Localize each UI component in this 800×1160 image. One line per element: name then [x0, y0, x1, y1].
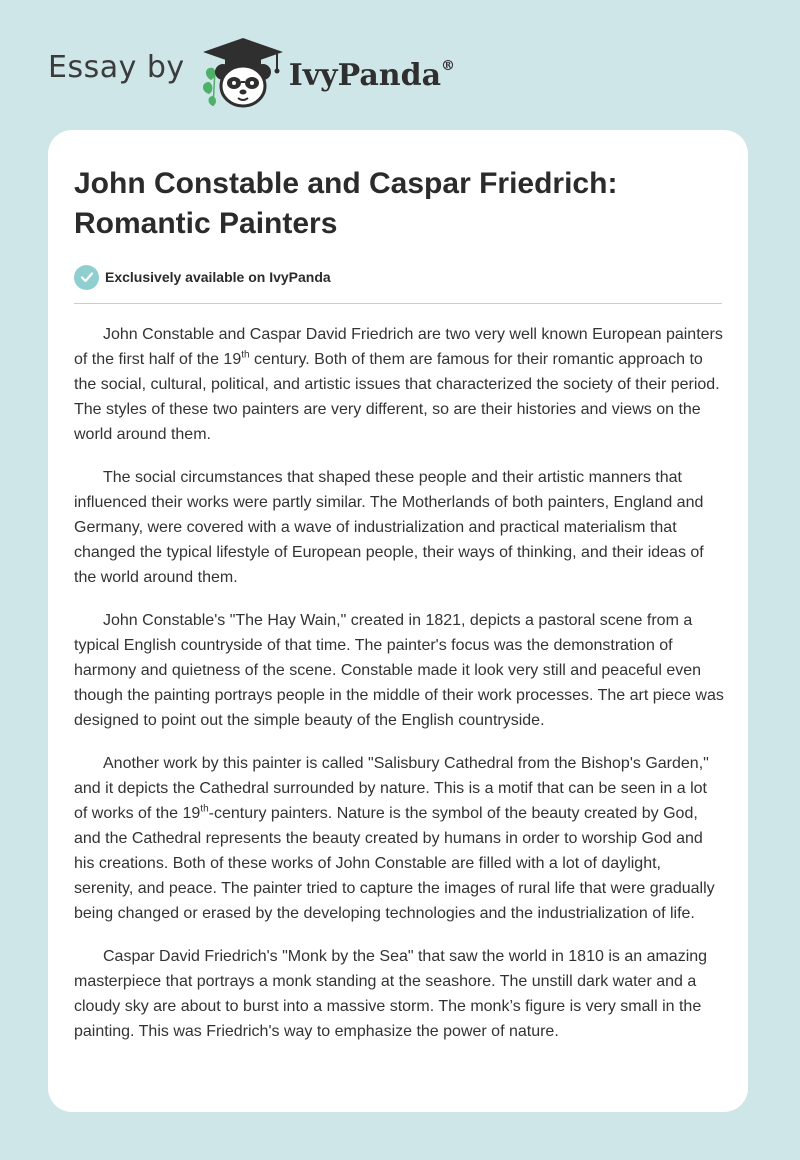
exclusive-label: Exclusively available on IvyPanda	[105, 269, 331, 285]
panda-graduate-icon	[199, 36, 287, 110]
ivypanda-logo[interactable]	[199, 36, 455, 110]
brand-name: IvyPanda®	[288, 57, 456, 93]
site-header	[48, 36, 455, 110]
paragraph: John Constable and Caspar David Friedrich are two very well known European painters of the first half of the 19th century. Both of them are famous for their romantic approach to the social, cultural, political, and artistic issues that characterized the society of their period. The styles of these two painters are very different, so are their histories and views on the world around them.	[74, 326, 723, 443]
essay-title: John Constable and Caspar Friedrich: Romantic Painters	[74, 167, 618, 240]
essay-card	[48, 130, 748, 1112]
check-icon	[74, 265, 99, 290]
paragraph: The social circumstances that shaped these people and their artistic manners that influenced their works were partly similar. The Motherlands of both painters, England and Germany, were covered with a wave of industrialization and practical materialism that changed the typical lifestyle of European people, their ways of thinking, and their ideas of the world around them.	[74, 469, 704, 586]
paragraph: John Constable's "The Hay Wain," created in 1821, depicts a pastoral scene from a typical English countryside of that time. The painter's focus was the demonstration of harmony and quietness of the scene. Constable made it look very still and peaceful even though the painting portrays people in the middle of their work processes. The art piece was designed to point out the simple beauty of the English countryside.	[74, 612, 724, 729]
paragraph: Another work by this painter is called "Salisbury Cathedral from the Bishop's Garden," and it depicts the Cathedral surrounded by nature. This is a motif that can be seen in a lot of works of the 19th-century painters. Nature is the symbol of the beauty created by God, and the Cathedral represents the beauty created by humans in order to worship God and his creations. Both of these works of John Constable are filled with a lot of daylight, serenity, and peace. The painter tried to capture the images of rural life that were gradually being changed or erased by the developing technologies and the industrialization of life.	[74, 755, 715, 922]
divider	[74, 303, 722, 304]
registered-mark: ®	[441, 57, 456, 74]
essay-by-label: Essay by	[48, 49, 185, 85]
essay-body	[74, 322, 724, 1062]
paragraph: Caspar David Friedrich's "Monk by the Sea" that saw the world in 1810 is an amazing masterpiece that portrays a monk standing at the seashore. The unstill dark water and a cloudy sky are about to burst into a massive storm. The monk’s figure is very small in the painting. This was Friedrich's way to emphasize the power of nature.	[74, 948, 708, 1040]
exclusive-notice	[74, 264, 331, 290]
